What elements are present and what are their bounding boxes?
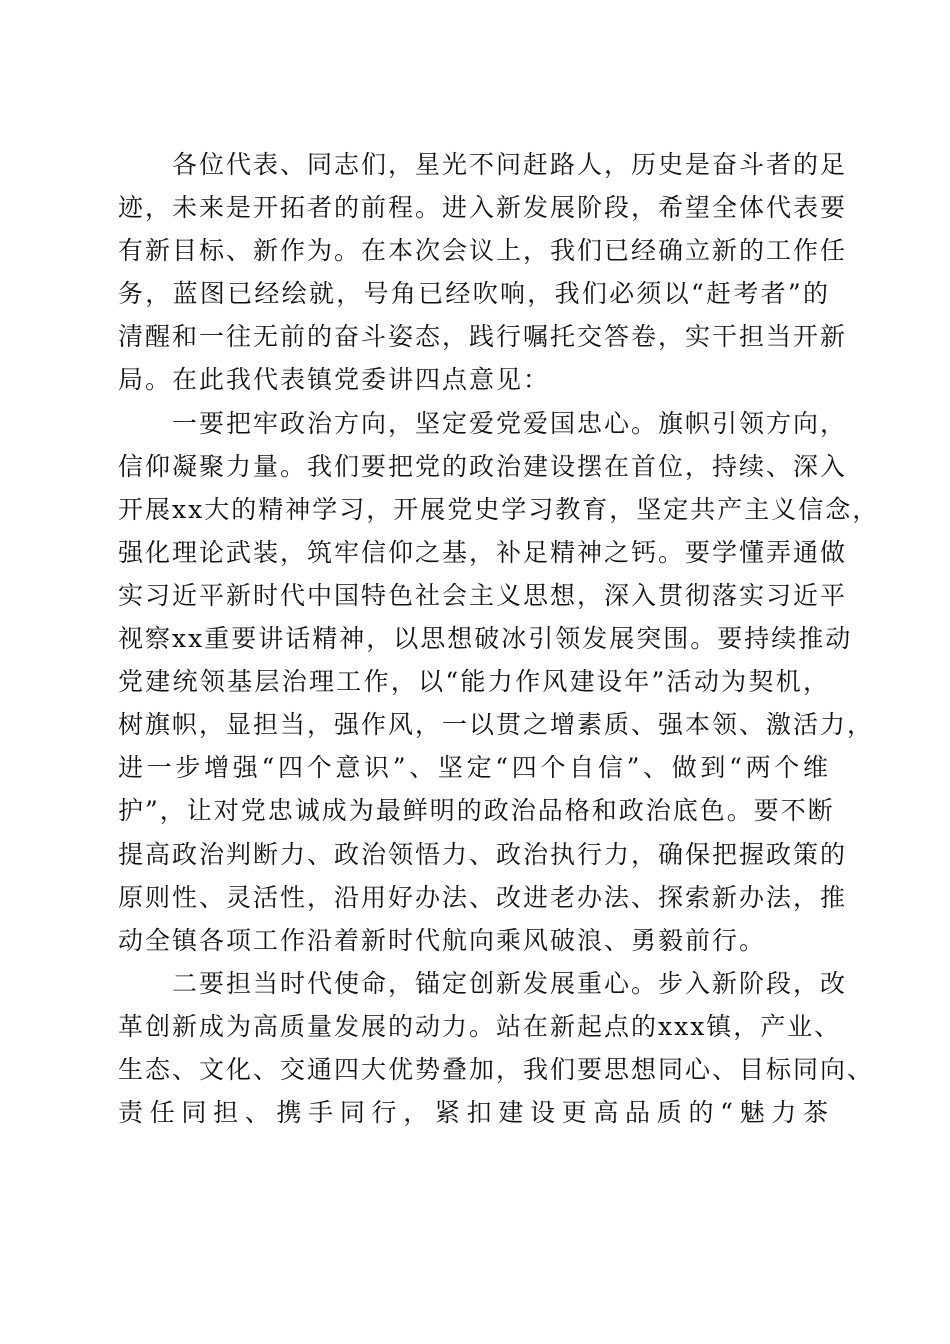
- text-line: 视察xx重要讲话精神，以思想破冰引领发展突围。要持续推动: [118, 624, 853, 654]
- paragraph-point-two: [118, 962, 875, 1134]
- text-line: 责任同担、携手同行，紧扣建设更高品质的“魅力茶: [118, 1098, 830, 1128]
- text-line: 务，蓝图已经绘就，号角已经吹响，我们必须以“赶考者”的: [118, 279, 830, 309]
- text-line: 原则性、灵活性，沿用好办法、改进老办法、探索新办法，推: [118, 882, 848, 912]
- text-line: 清醒和一往无前的奋斗姿态，践行嘱托交答卷，实干担当开新: [118, 322, 848, 352]
- text-line: 开展xx大的精神学习，开展党史学习教育，坚定共产主义信念，: [118, 494, 880, 524]
- text-line: 生态、文化、交通四大优势叠加，我们要思想同心、目标同向、: [118, 1054, 875, 1084]
- text-line: 护”，让对党忠诚成为最鲜明的政治品格和政治底色。要不断: [118, 796, 835, 826]
- text-line: 信仰凝聚力量。我们要把党的政治建设摆在首位，持续、深入: [118, 451, 848, 481]
- text-line: 迹，未来是开拓者的前程。进入新发展阶段，希望全体代表要: [118, 193, 848, 223]
- paragraph-point-one: [118, 402, 880, 962]
- document-body: [118, 143, 880, 1134]
- text-line: 进一步增强“四个意识”、坚定“四个自信”、做到“两个维: [118, 753, 830, 783]
- text-line: 树旗帜，显担当，强作风，一以贯之增素质、强本领、激活力，: [118, 710, 875, 740]
- text-line: 各位代表、同志们，星光不问赶路人，历史是奋斗者的足: [172, 150, 848, 179]
- text-line: 有新目标、新作为。在本次会议上，我们已经确立新的工作任: [118, 236, 848, 266]
- text-line: 二要担当时代使命，锚定创新发展重心。步入新阶段，改: [172, 968, 848, 998]
- text-line: 动全镇各项工作沿着新时代航向乘风破浪、勇毅前行。: [118, 925, 767, 955]
- text-line: 提高政治判断力、政治领悟力、政治执行力，确保把握政策的: [118, 839, 848, 869]
- text-line: 一要把牢政治方向，坚定爱党爱国忠心。旗帜引领方向，: [172, 408, 848, 438]
- text-line: 局。在此我代表镇党委讲四点意见：: [118, 365, 551, 395]
- paragraph-opening: [118, 143, 848, 402]
- text-line: 强化理论武装，筑牢信仰之基，补足精神之钙。要学懂弄通做: [118, 537, 848, 567]
- text-line: 革创新成为高质量发展的动力。站在新起点的xxx镇，产业、: [118, 1011, 842, 1041]
- text-line: 实习近平新时代中国特色社会主义思想，深入贯彻落实习近平: [118, 580, 848, 610]
- text-line: 党建统领基层治理工作，以“能力作风建设年”活动为契机，: [118, 667, 830, 697]
